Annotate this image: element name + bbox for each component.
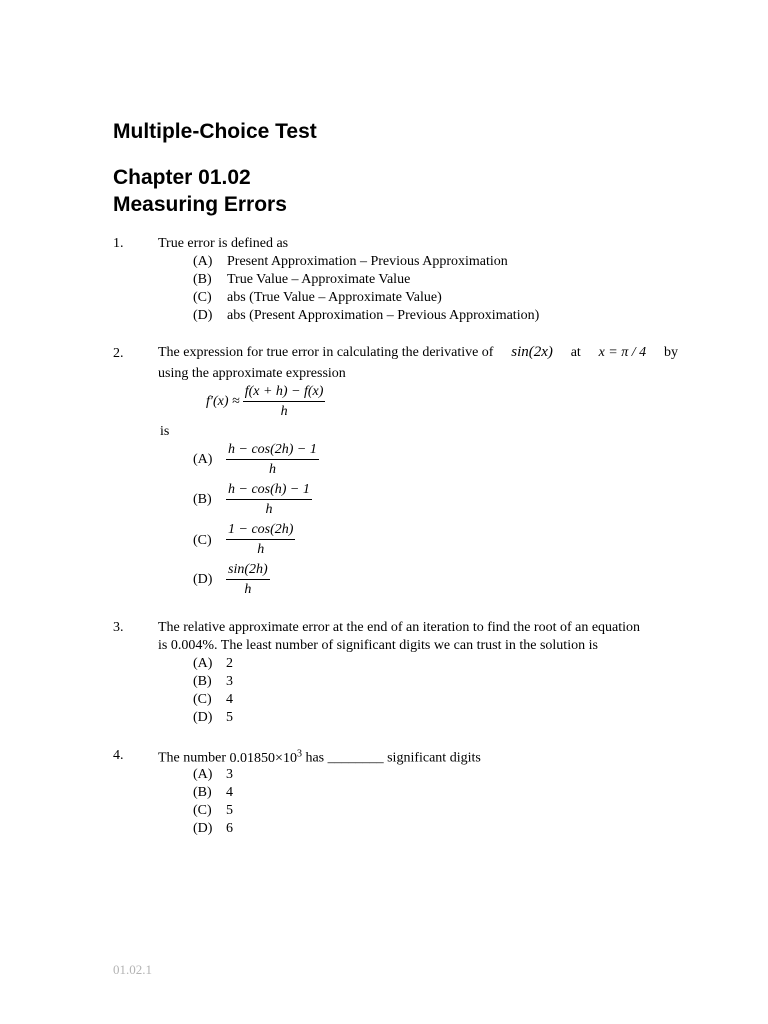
option-label: (A) — [193, 254, 213, 269]
question-text-is: is — [160, 424, 170, 439]
option-label: (D) — [193, 821, 213, 836]
option-label: (B) — [193, 674, 212, 689]
question-text: True error is defined as — [158, 236, 289, 251]
question-text-line2: using the approximate expression — [158, 366, 346, 381]
option-fraction — [226, 441, 319, 478]
option-value: 3 — [226, 674, 233, 689]
option-label: (C) — [193, 692, 212, 707]
option-label: (D) — [193, 572, 213, 587]
derivative-formula — [206, 383, 325, 420]
option-label: (D) — [193, 710, 213, 725]
question-number: 4. — [113, 748, 124, 763]
option-label: (C) — [193, 290, 212, 305]
option-numerator: h − cos(2h) − 1 — [226, 441, 319, 460]
option-fraction — [226, 521, 295, 558]
option-numerator: sin(2h) — [226, 561, 270, 580]
question-text — [158, 344, 678, 361]
test-title: Multiple-Choice Test — [113, 120, 317, 143]
option-denominator: h — [257, 542, 265, 557]
chapter-subtitle: Measuring Errors — [113, 193, 287, 216]
option-text: True Value – Approximate Value — [227, 272, 411, 287]
option-value: 3 — [226, 767, 233, 782]
question-number: 2. — [113, 346, 124, 361]
question-text-start: The expression for true error in calculating the derivative of — [158, 345, 494, 360]
option-label: (A) — [193, 656, 213, 671]
option-label: (C) — [193, 803, 212, 818]
option-value: 5 — [226, 710, 233, 725]
question-number: 3. — [113, 620, 124, 635]
question-text — [158, 748, 481, 767]
question-text-is: is — [158, 638, 168, 653]
option-label: (B) — [193, 785, 212, 800]
option-text: abs (Present Approximation – Previous Approximation) — [227, 308, 540, 323]
option-fraction — [226, 561, 270, 598]
option-value: 6 — [226, 821, 233, 836]
formula-lhs: f′(x) ≈ — [206, 393, 240, 409]
option-numerator: h − cos(h) − 1 — [226, 481, 312, 500]
option-label: (A) — [193, 452, 213, 467]
error-value: 0.004% — [170, 638, 215, 653]
formula-denominator: h — [280, 404, 288, 419]
function-expression: sin(2x) — [511, 344, 553, 360]
option-denominator: h — [265, 502, 273, 517]
option-label: (B) — [193, 492, 212, 507]
exponent: 3 — [296, 748, 302, 759]
question-text-start: The number — [158, 750, 227, 766]
option-label: (A) — [193, 767, 213, 782]
question-text-rest: has ________ significant digits — [305, 750, 481, 766]
option-text: abs (True Value – Approximate Value) — [227, 290, 442, 305]
option-label: (B) — [193, 272, 212, 287]
formula-numerator: f(x + h) − f(x) — [243, 383, 326, 402]
option-label: (C) — [193, 533, 212, 548]
page-number: 01.02.1 — [113, 962, 152, 977]
question-text-line1: The relative approximate error at the end of an iteration to find the root of an equation — [158, 620, 641, 635]
question-text-at: at — [570, 345, 581, 360]
option-value: 2 — [226, 656, 233, 671]
option-value: 4 — [226, 692, 233, 707]
scientific-number — [229, 748, 302, 766]
question-number: 1. — [113, 236, 124, 251]
option-denominator: h — [244, 582, 252, 597]
option-value: 5 — [226, 803, 233, 818]
option-value: 4 — [226, 785, 233, 800]
option-label: (D) — [193, 308, 213, 323]
option-fraction — [226, 481, 312, 518]
option-denominator: h — [268, 462, 276, 477]
question-text-rest: . The least number of significant digits we can trust in the solution is — [214, 638, 598, 653]
question-text-line2 — [158, 638, 598, 654]
base: 10 — [282, 750, 297, 766]
chapter-heading: Chapter 01.02 — [113, 166, 251, 189]
option-numerator: 1 − cos(2h) — [226, 521, 295, 540]
times-sign: × — [275, 750, 283, 766]
mantissa: 0.01850 — [229, 750, 276, 766]
formula-fraction — [243, 383, 326, 420]
option-text: Present Approximation – Previous Approximation — [227, 254, 508, 269]
question-text-by: by — [663, 345, 678, 360]
evaluation-point: x = π / 4 — [598, 345, 647, 360]
